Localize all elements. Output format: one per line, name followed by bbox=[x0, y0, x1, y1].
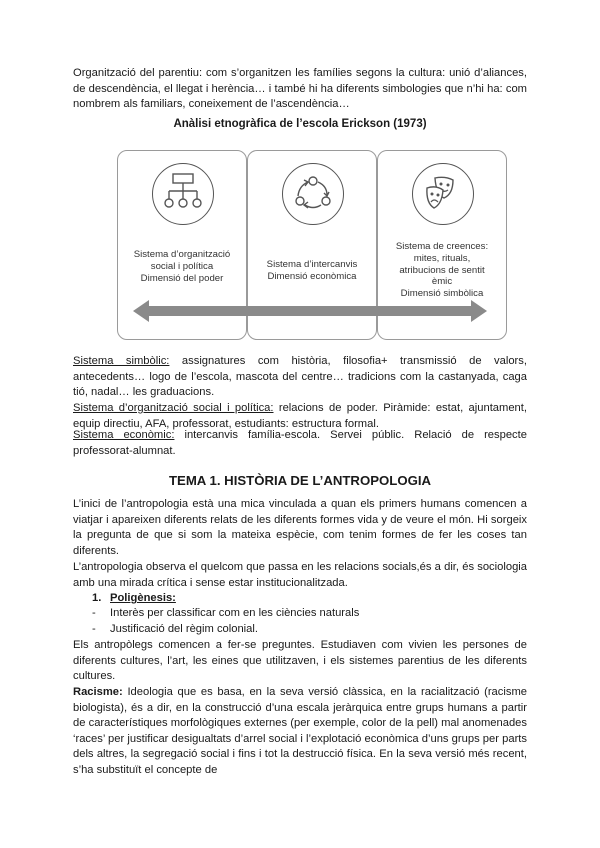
paragraph-origins: L’inici de l’antropologia està una mica vinculada a quan els primers humans comencen a viatjar i apareixen diferents relats de les diferents formes vida y de veure el món. Hi sorgeix la pregunta de que si som la mateixa espècie, com tenim formes de fer les coses tan diferents. bbox=[73, 498, 527, 557]
card-line: mites, rituals, bbox=[413, 252, 471, 264]
card-line: Sistema d’organització bbox=[133, 249, 231, 260]
card-line: social i política bbox=[150, 260, 214, 272]
card-line: Dimensió econòmica bbox=[267, 270, 357, 282]
card-text bbox=[122, 249, 242, 284]
symbolic-system-paragraph bbox=[73, 354, 527, 401]
social-system-label: Sistema d’organització social i política: bbox=[73, 402, 274, 414]
card-line: Dimensió simbòlica bbox=[400, 288, 484, 300]
list-item: Interès per classificar com en les ciències naturals bbox=[110, 607, 360, 619]
card-text bbox=[252, 259, 372, 283]
economic-system-label: Sistema econòmic: bbox=[73, 429, 175, 441]
racism-text: Ideologia que es basa, en la seva versió clàssica, en la racialització (racisme biologista), és a dir, en la construcció d’una escala jeràrquica entre grups humans a partir de característiques morfològiques externes (per exemple, color de la pell) mal anomenades ‘races’ per justificar desigualtats d’arrel social i l’explotació econòmica d’uns grups per parts dels altres, la segregació social i fins i tot la destrucció física. En la seva versió més recent, s’ha substituït el concepte de bbox=[73, 686, 527, 776]
bullet-dash: - bbox=[92, 607, 96, 619]
economic-system-paragraph bbox=[73, 428, 527, 459]
list-heading: Poligènesis: bbox=[110, 592, 176, 604]
card-line: atribucions de sentit bbox=[399, 264, 485, 276]
paragraph-anthropologists: Els antropòlegs comencen a fer-se preguntes. Estudiaven com vivien les persones de diferents cultures, l’art, les eines que utilitzaven, i els sistemes parentius de les diferents cultures. bbox=[73, 639, 527, 683]
list-item: Justificació del règim colonial. bbox=[110, 623, 258, 635]
card-line: èmic bbox=[431, 276, 453, 288]
hierarchy-icon bbox=[152, 163, 214, 225]
card-line: Dimensió del poder bbox=[140, 272, 224, 284]
card-text bbox=[382, 241, 502, 300]
list-number: 1. bbox=[92, 592, 102, 604]
section-title: TEMA 1. HISTÒRIA DE L’ANTROPOLOGIA bbox=[168, 473, 432, 488]
theater-masks-icon bbox=[412, 163, 474, 225]
economic-system-text: intercanvis família-escola. Servei públic. Relació de respecte professorat-alumnat. bbox=[73, 429, 527, 457]
racism-label: Racisme: bbox=[73, 686, 123, 698]
double-arrow-icon bbox=[133, 300, 487, 322]
card-line: Sistema de creences: bbox=[395, 241, 489, 252]
cycle-arrows-icon bbox=[282, 163, 344, 225]
symbolic-system-label: Sistema simbòlic: bbox=[73, 355, 170, 367]
diagram-title: Anàlisi etnogràfica de l’escola Erickson (1973) bbox=[173, 118, 427, 130]
symbolic-system-text: assignatures com història, filosofia+ transmissió de valors, antecedents… logo de l’escola, mascota del centre… tradicions com la castanyada, caga tió, nadal… les graduacions. bbox=[73, 355, 527, 399]
intro-paragraph: Organització del parentiu: com s’organitzen les famílies segons la cultura: unió d’aliances, de descendència, el llegat i herència… i també hi ha diferents simbologies que n’hi ha: com nombrem als familiars, coneixement de l’ascendència… bbox=[73, 67, 527, 111]
racism-paragraph bbox=[73, 685, 527, 779]
paragraph-observation: L’antropologia observa el quelcom que passa en les relacions socials,és a dir, és sociologia amb una mirada crítica i sense estar institucionalitzada. bbox=[73, 561, 527, 589]
bullet-dash: - bbox=[92, 623, 96, 635]
ethnographic-diagram bbox=[115, 145, 505, 345]
card-line: Sistema d’intercanvis bbox=[266, 259, 358, 270]
social-system-text: relacions de poder. Piràmide: estat, ajuntament, equip directiu, AFA, professorat, estudiants: estructura formal. bbox=[73, 402, 527, 430]
